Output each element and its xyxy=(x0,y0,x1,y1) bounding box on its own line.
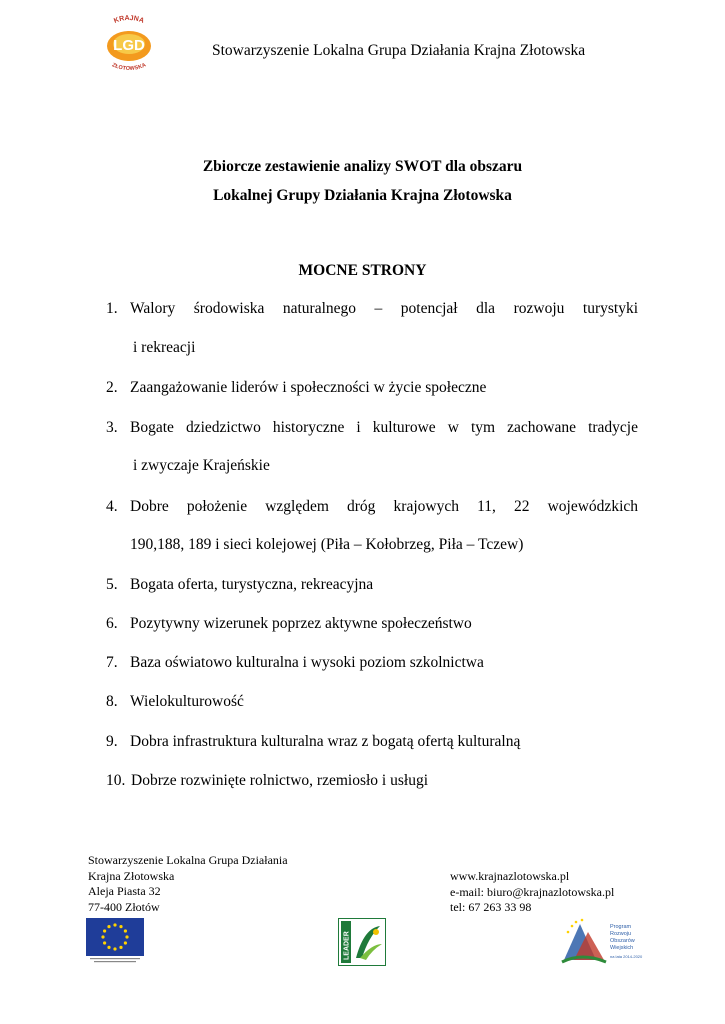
item-number: 4. xyxy=(106,498,118,515)
logo-ring-bottom: ZŁOTOWSKA xyxy=(110,62,148,70)
footer-email: e-mail: biuro@krajnazlotowska.pl xyxy=(450,884,615,899)
footer-address-line: Krajna Złotowska xyxy=(88,868,175,883)
footer-website: www.krajnazlotowska.pl xyxy=(450,869,570,883)
header-organization: Stowarzyszenie Lokalna Grupa Działania Krajna Złotowska xyxy=(212,42,586,59)
footer-contact xyxy=(450,869,614,916)
item-number: 7. xyxy=(106,654,118,671)
footer-address-line: 77-400 Złotów xyxy=(88,899,160,914)
item-text: Bogate dziedzictwo historyczne i kulturowe w tym zachowane tradycje xyxy=(130,419,638,436)
eu-flag-logo xyxy=(86,918,144,964)
item-text: Walory środowiska naturalnego – potencjał dla rozwoju turystyki xyxy=(130,300,638,317)
footer-phone: tel: 67 263 33 98 xyxy=(450,900,532,914)
item-text: Dobra infrastruktura kulturalna wraz z bogatą ofertą kulturalną xyxy=(130,733,521,750)
item-number: 9. xyxy=(106,733,118,750)
footer-address-line: Aleja Piasta 32 xyxy=(88,884,161,898)
item-continuation: i rekreacji xyxy=(133,339,196,356)
footer-address xyxy=(88,853,288,915)
item-text: Dobrze rozwinięte rolnictwo, rzemiosło i usługi xyxy=(131,772,429,789)
sun-icon xyxy=(373,929,379,935)
item-text: Wielokulturowość xyxy=(130,693,244,710)
leader-text: LEADER xyxy=(343,931,351,960)
prow-text: Program Rozwoju Obszarów Wiejskich na lata 2014-2020 xyxy=(610,924,643,959)
logo-text: LGD xyxy=(113,37,145,54)
leader-logo xyxy=(338,918,386,966)
item-text: Baza oświatowo kulturalna i wysoki poziom szkolnictwa xyxy=(130,654,484,671)
item-number: 6. xyxy=(106,615,118,632)
item-text: Bogata oferta, turystyczna, rekreacyjna xyxy=(130,576,374,593)
eu-caption-line xyxy=(94,961,136,962)
item-number: 8. xyxy=(106,693,118,710)
item-text: Pozytywny wizerunek poprzez aktywne społeczeństwo xyxy=(130,615,472,632)
item-continuation: 190,188, 189 i sieci kolejowej (Piła – Kołobrzeg, Piła – Tczew) xyxy=(130,536,524,553)
lgd-logo xyxy=(88,14,170,70)
item-number: 2. xyxy=(106,379,118,396)
item-number: 1. xyxy=(106,300,118,317)
footer-address-line: Stowarzyszenie Lokalna Grupa Działania xyxy=(88,853,288,867)
prow-logo xyxy=(560,916,650,966)
item-number: 3. xyxy=(106,419,118,436)
item-continuation: i zwyczaje Krajeńskie xyxy=(133,457,270,474)
eu-caption-line xyxy=(90,958,140,959)
item-text: Zaangażowanie liderów i społeczności w życie społeczne xyxy=(130,379,487,396)
item-number: 10. xyxy=(106,772,126,789)
logo-ring-top: KRAJNA xyxy=(112,14,146,25)
section-heading: MOCNE STRONY xyxy=(298,262,427,279)
document-title-line1: Zbiorcze zestawienie analizy SWOT dla obszaru xyxy=(202,158,523,175)
item-number: 5. xyxy=(106,576,118,593)
document-title-line2: Lokalnej Grupy Działania Krajna Złotowska xyxy=(213,187,512,204)
item-text: Dobre położenie względem dróg krajowych 11, 22 wojewódzkich xyxy=(130,498,638,515)
